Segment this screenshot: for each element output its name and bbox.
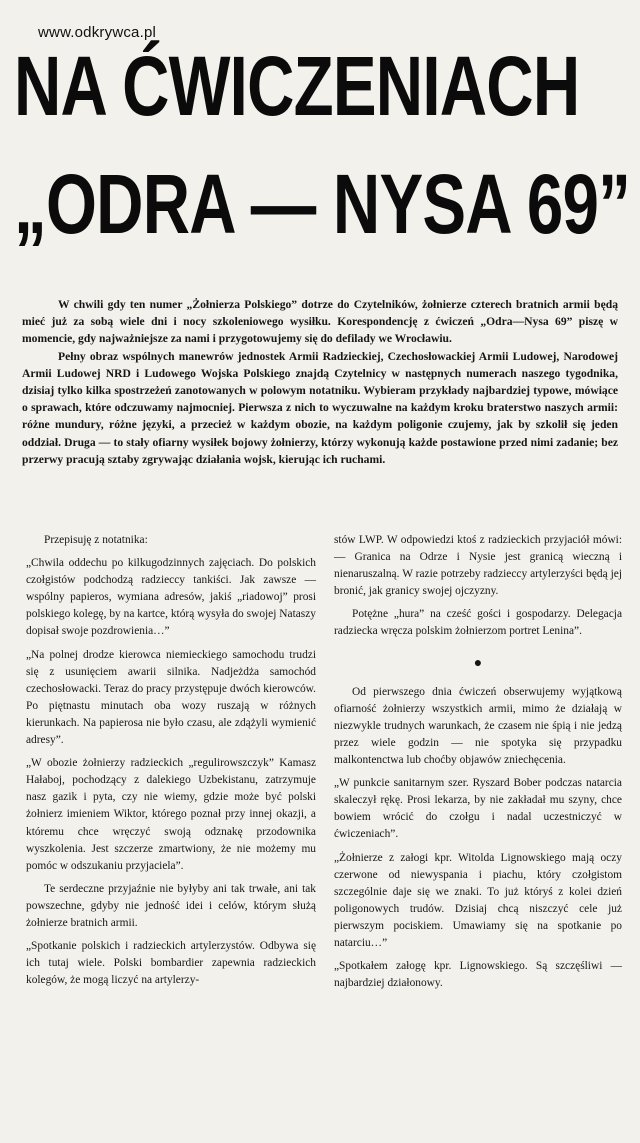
paragraph: „Spotkanie polskich i radzieckich artylerzystów. Odbywa się ich tutaj wiele. Polski bombardier zapewnia radzieckich kolegów, że mogą liczyć na artylerzy- (26, 940, 316, 987)
headline (14, 39, 631, 251)
lead-paragraph: Pełny obraz wspólnych manewrów jednostek Armii Radzieckiej, Czechosłowackiej Armii Ludowej, Narodowej Armii Ludowej NRD i Ludowego Wojska Polskiego znajdą Czytelnicy w następnych numerach naszego tygodnika, dzisiaj tylko kilka spostrzeżeń zanotowanych w polowym notatniku. Wybieram przykłady najbardziej typowe, mówiące o sprawach, które odczuwamy najmocniej. Pierwsza z nich to wyczuwalne na każdym kroku braterstwo naszych armii: różne mundury, różne języki, a przecież w każdym obozie, na każdym poligonie czujemy, jak by szkolił się jeden oddział. Druga — to stały ofiarny wysiłek bojowy żołnierzy, którzy wykonują każde postawione przed nimi zadanie; bez przerwy pracują sztaby zgrywając działania wojsk, kierując ich ruchami. (22, 349, 618, 466)
headline-line-1: NA ĆWICZENIACH (14, 39, 580, 133)
paragraph: „W punkcie sanitarnym szer. Ryszard Bober podczas natarcia skaleczył rękę. Prosi lekarza, by nie zakładał mu szyny, chce bowiem wrócić do czołgu i nadal uczestniczyć w ćwiczeniach”. (334, 777, 622, 841)
paragraph: Od pierwszego dnia ćwiczeń obserwujemy wyjątkową ofiarność żołnierzy wszystkich armii, mimo że działają w niezwykle trudnych warunkach, że czasem nie śpią i nie jedzą przez wiele godzin — nie spotyka się przypadku malkontenctwa lub choćby objawów zniechęcenia. (334, 685, 622, 767)
paragraph: „W obozie żołnierzy radzieckich „regulirowszczyk” Kamasz Hałaboj, pochodzący z dalekiego Uzbekistanu, zatrzymuje nasz gazik i pyta, czy nie wiemy, gdzie może być polski żołnierz imieniem Wiktor, którego poznał przy innej okazji, a któremu chce wręczyć swoją odznakę przodownika wyszkolenia. Jest szczerze zmartwiony, że nie możemy mu pomóc w odszukaniu przyjaciela”. (26, 757, 316, 872)
paragraph: „Żołnierze z załogi kpr. Witolda Lignowskiego mają oczy czerwone od niewyspania i piachu, który czołgistom szczególnie daje się we znaki. To już któryś z kolei dzień poligonowych trudów. Dzisiaj chcą niszczyć cele już pierwszym pociskiem. Umawiamy się na spotkanie po natarciu…” (334, 851, 622, 949)
paragraph: stów LWP. W odpowiedzi ktoś z radzieckich przyjaciół mówi: — Granica na Odrze i Nysie jest granicą wieczną i nienaruszalną. W razie potrzeby radzieccy artylerzyści będą jej bronić, jak granicy swojej ojczyzny. (334, 534, 622, 598)
watermark: www.odkrywca.pl (38, 24, 157, 41)
lead-paragraph: W chwili gdy ten numer „Żołnierza Polskiego” dotrze do Czytelników, żołnierze czterech bratnich armii będą mieć już za sobą wiele dni i nocy szkoleniowego wysiłku. Korespondencję z ćwiczeń „Odra—Nysa 69” piszę w momencie, gdy najważniejsze za nami i przygotowujemy się do defilady we Wrocławiu. (22, 298, 618, 346)
section-separator: ● (473, 655, 483, 671)
paragraph: Potężne „hura” na cześć gości i gospodarzy. Delegacja radziecka wręcza polskim żołnierzom portret Lenina”. (334, 608, 622, 638)
paragraph: „Chwila oddechu po kilkugodzinnych zajęciach. Do polskich czołgistów podchodzą radzieccy tankiści. Jak zawsze — wspólny papieros, wymiana adresów, jakiś „riadowoj” prosi polskiego kolegę, by na kartce, którą wysyła do swojej Nataszy dopisał swoje pozdrowienia…” (26, 557, 316, 638)
paragraph: Te serdeczne przyjaźnie nie byłyby ani tak trwałe, ani tak powszechne, gdyby nie jedność idei i celów, którym służą żołnierze bratnich armii. (26, 882, 316, 929)
headline-line-2: „ODRA — NYSA 69” (14, 157, 631, 251)
left-column (26, 532, 316, 995)
paragraph: „Spotkałem załogę kpr. Lignowskiego. Są szczęśliwi — najbardziej działonowy. (334, 960, 622, 990)
paragraph: Przepisuję z notatnika: (44, 534, 148, 546)
lead-paragraphs (22, 296, 618, 468)
right-column (334, 532, 622, 998)
paragraph: „Na polnej drodze kierowca niemieckiego samochodu trudzi się z usunięciem awarii silnika. Nadjeżdża samochód czechosłowacki. Teraz do pracy przystępuje dwóch kierowców. Po piętnastu minutach oba wozy ruszają w różnych kierunkach. Na papierosa nie było czasu, ale zdążyli wymienić adresy”. (26, 648, 316, 747)
